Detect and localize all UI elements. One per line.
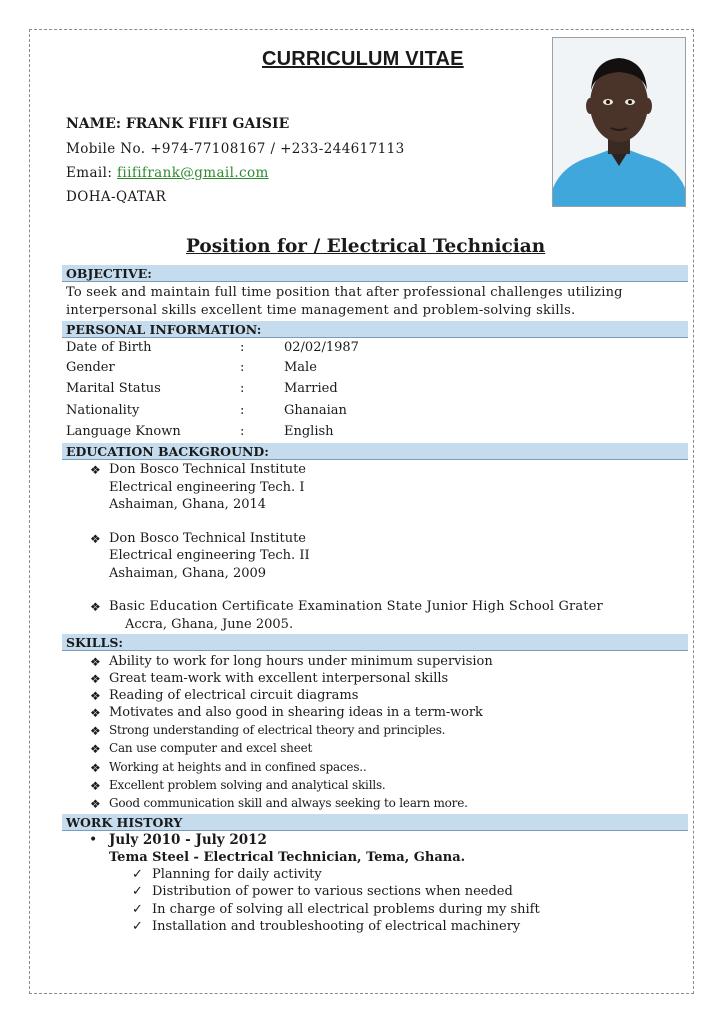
diamond-bullet-icon: ❖ — [90, 706, 101, 720]
section-skills — [62, 634, 688, 651]
language-value: English — [284, 424, 334, 439]
position-heading: Position for / Electrical Technician — [186, 236, 546, 257]
nationality-label: Nationality — [66, 403, 140, 418]
education-2-school: Don Bosco Technical Institute — [109, 531, 306, 546]
diamond-bullet-icon: ❖ — [90, 689, 101, 703]
check-icon: ✓ — [132, 902, 143, 917]
mobile-line: Mobile No. +974-77108167 / +233-244617113 — [66, 141, 405, 157]
profile-photo — [552, 37, 686, 207]
objective-line-1: To seek and maintain full time position that after professional challenges utilizing — [66, 285, 623, 300]
work-duty: In charge of solving all electrical problems during my shift — [152, 902, 540, 917]
location-line: DOHA-QATAR — [66, 189, 167, 205]
dob-label: Date of Birth — [66, 340, 152, 355]
diamond-bullet-icon: ❖ — [90, 463, 101, 477]
diamond-bullet-icon: ❖ — [90, 655, 101, 669]
education-2-place: Ashaiman, Ghana, 2009 — [109, 566, 267, 581]
education-3-school: Basic Education Certificate Examination State Junior High School Grater — [109, 599, 603, 614]
diamond-bullet-icon: ❖ — [90, 761, 101, 775]
work-role: Tema Steel - Electrical Technician, Tema, Ghana. — [109, 850, 466, 865]
email-line — [66, 165, 269, 181]
skill-item: Good communication skill and always seeking to learn more. — [109, 796, 468, 810]
check-icon: ✓ — [132, 884, 143, 899]
name-line: NAME: FRANK FIIFI GAISIE — [66, 116, 290, 132]
work-period: July 2010 - July 2012 — [109, 832, 267, 848]
dot-bullet-icon: • — [89, 832, 98, 848]
skill-item: Can use computer and excel sheet — [109, 741, 313, 755]
check-icon: ✓ — [132, 867, 143, 882]
section-heading: EDUCATION BACKGROUND: — [66, 444, 269, 459]
skill-item: Motivates and also good in shearing ideas in a term-work — [109, 705, 483, 720]
language-colon: : — [240, 424, 245, 439]
skill-item: Strong understanding of electrical theory and principles. — [109, 723, 446, 737]
diamond-bullet-icon: ❖ — [90, 532, 101, 546]
diamond-bullet-icon: ❖ — [90, 600, 101, 614]
section-work-history — [62, 814, 688, 831]
skill-item: Excellent problem solving and analytical skills. — [109, 778, 386, 792]
skill-item: Reading of electrical circuit diagrams — [109, 688, 359, 703]
dob-value: 02/02/1987 — [284, 340, 359, 355]
gender-label: Gender — [66, 360, 115, 375]
skill-item: Great team-work with excellent interpersonal skills — [109, 671, 449, 686]
marital-status-label: Marital Status — [66, 381, 161, 396]
objective-line-2: interpersonal skills excellent time management and problem-solving skills. — [66, 303, 576, 318]
diamond-bullet-icon: ❖ — [90, 742, 101, 756]
section-objective — [62, 265, 688, 282]
work-duty: Planning for daily activity — [152, 867, 322, 882]
work-duty: Distribution of power to various sections when needed — [152, 884, 513, 899]
education-1-school: Don Bosco Technical Institute — [109, 462, 306, 477]
marital-status-colon: : — [240, 381, 245, 396]
diamond-bullet-icon: ❖ — [90, 724, 101, 738]
section-heading: WORK HISTORY — [66, 815, 183, 830]
cv-title: CURRICULUM VITAE — [262, 48, 464, 70]
gender-colon: : — [240, 360, 245, 375]
section-personal-info — [62, 321, 688, 338]
education-3-place: Accra, Ghana, June 2005. — [125, 617, 294, 632]
marital-status-value: Married — [284, 381, 338, 396]
diamond-bullet-icon: ❖ — [90, 797, 101, 811]
gender-value: Male — [284, 360, 317, 375]
email-label: Email: — [66, 165, 117, 181]
email-link[interactable]: fiififrank@gmail.com — [116, 165, 269, 181]
education-1-place: Ashaiman, Ghana, 2014 — [109, 497, 267, 512]
education-1-program: Electrical engineering Tech. I — [109, 480, 305, 495]
skill-item: Ability to work for long hours under minimum supervision — [109, 654, 493, 669]
section-heading: OBJECTIVE: — [66, 266, 152, 281]
skill-item: Working at heights and in confined spaces.. — [109, 760, 367, 774]
nationality-colon: : — [240, 403, 245, 418]
diamond-bullet-icon: ❖ — [90, 779, 101, 793]
nationality-value: Ghanaian — [284, 403, 347, 418]
language-label: Language Known — [66, 424, 181, 439]
section-heading: PERSONAL INFORMATION: — [66, 322, 262, 337]
check-icon: ✓ — [132, 919, 143, 934]
diamond-bullet-icon: ❖ — [90, 672, 101, 686]
education-2-program: Electrical engineering Tech. II — [109, 548, 310, 563]
dob-colon: : — [240, 340, 245, 355]
work-duty: Installation and troubleshooting of electrical machinery — [152, 919, 521, 934]
section-heading: SKILLS: — [66, 635, 123, 650]
section-education — [62, 443, 688, 460]
person-portrait-icon — [553, 38, 685, 206]
